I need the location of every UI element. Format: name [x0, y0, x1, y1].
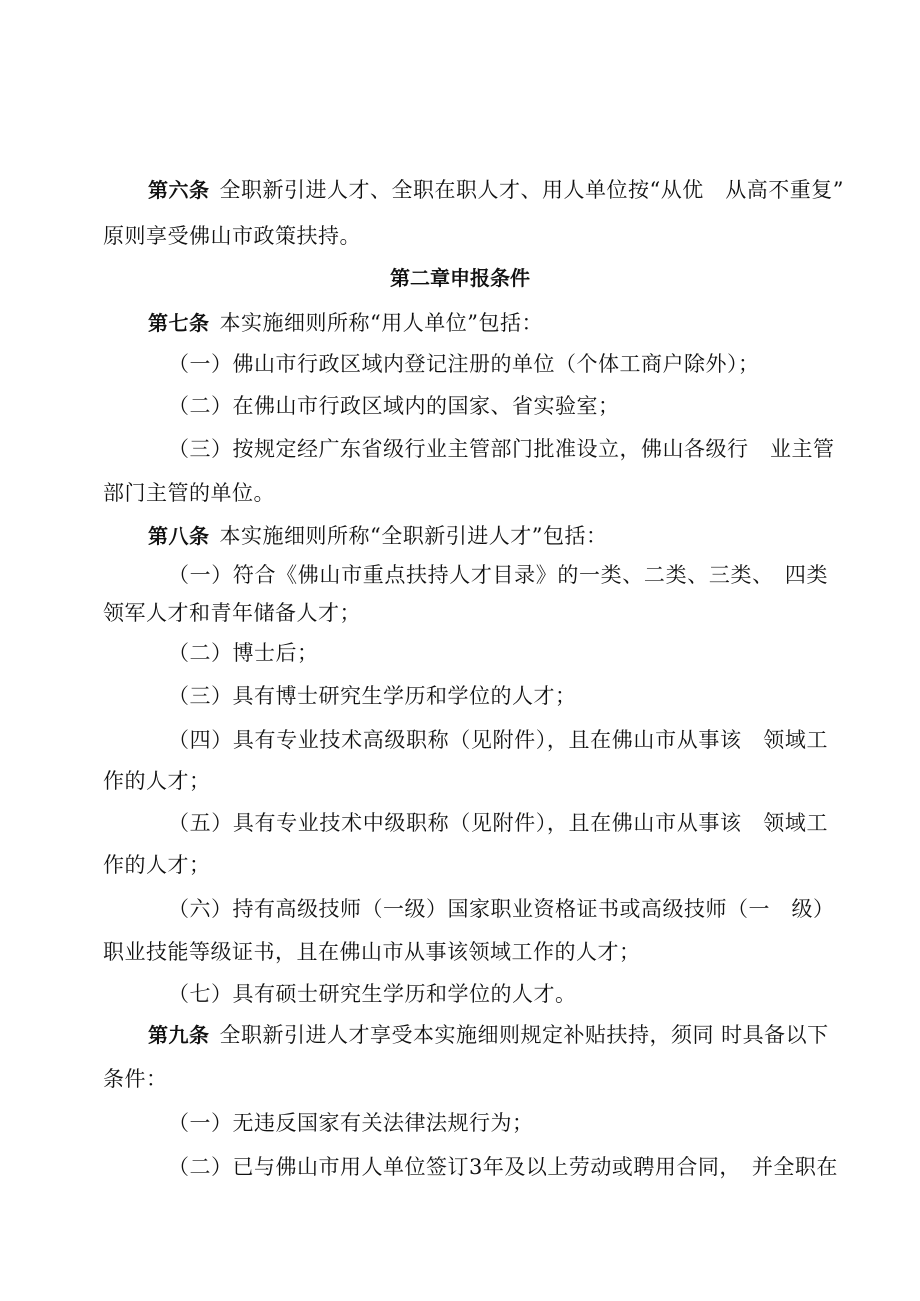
article-8-item-6: （六）持有高级技师（一级）国家职业资格证书或高级技师（一 级） — [168, 897, 835, 921]
article-9-item-2: （二）已与佛山市用人单位签订3年及以上劳动或聘用合同， 并全职在 — [168, 1155, 838, 1179]
article-8-item-2: （二）博士后； — [168, 641, 319, 665]
article-6-line-2: 原则享受佛山市政策扶持。 — [103, 224, 361, 248]
article-7-text: 本实施细则所称“用人单位”包括： — [219, 311, 543, 335]
article-8-item-1: （一）符合《佛山市重点扶持人才目录》的一类、二类、三类、 四类 — [168, 563, 828, 587]
article-8-intro — [148, 516, 828, 556]
article-8-item-6-cont: 职业技能等级证书，且在佛山市从事该领域工作的人才； — [103, 940, 641, 964]
article-8-item-4-cont: 作的人才； — [103, 769, 211, 793]
article-7-item-1: （一）佛山市行政区域内登记注册的单位（个体工商户除外）； — [168, 352, 760, 376]
article-8-item-4: （四）具有专业技术高级职称（见附件），且在佛山市从事该 领域工 — [168, 728, 828, 752]
article-9-text: 全职新引进人才享受本实施细则规定补贴扶持，须同 时具备以下 — [219, 1023, 829, 1047]
article-8-item-1-cont: 领军人才和青年储备人才； — [103, 601, 361, 625]
article-6-text: 全职新引进人才、全职在职人才、用人单位按“从优 从高不重复” — [219, 178, 844, 202]
article-8-item-5: （五）具有专业技术中级职称（见附件），且在佛山市从事该 领域工 — [168, 811, 828, 835]
article-9-label: 第九条 — [148, 1023, 210, 1047]
chapter-2-heading: 第二章申报条件 — [390, 266, 530, 290]
article-6-label: 第六条 — [148, 178, 210, 202]
article-7-item-3-cont: 部门主管的单位。 — [103, 481, 275, 505]
article-8-item-5-cont: 作的人才； — [103, 853, 211, 877]
article-7-item-2: （二）在佛山市行政区域内的国家、省实验室； — [168, 394, 620, 418]
article-8-item-3: （三）具有博士研究生学历和学位的人才； — [168, 684, 577, 708]
article-9-intro-cont: 条件： — [103, 1067, 168, 1091]
article-7-label: 第七条 — [148, 311, 210, 335]
article-8-label: 第八条 — [148, 524, 210, 548]
article-8-text: 本实施细则所称“全职新引进人才”包括： — [219, 524, 608, 548]
article-6-line-1 — [148, 170, 844, 210]
article-8-item-7: （七）具有硕士研究生学历和学位的人才。 — [168, 982, 577, 1006]
article-7-intro — [148, 303, 828, 343]
article-9-item-1: （一）无违反国家有关法律法规行为； — [168, 1111, 534, 1135]
article-9-intro — [148, 1015, 828, 1055]
article-7-item-3: （三）按规定经广东省级行业主管部门批准设立，佛山各级行 业主管 — [168, 437, 835, 461]
